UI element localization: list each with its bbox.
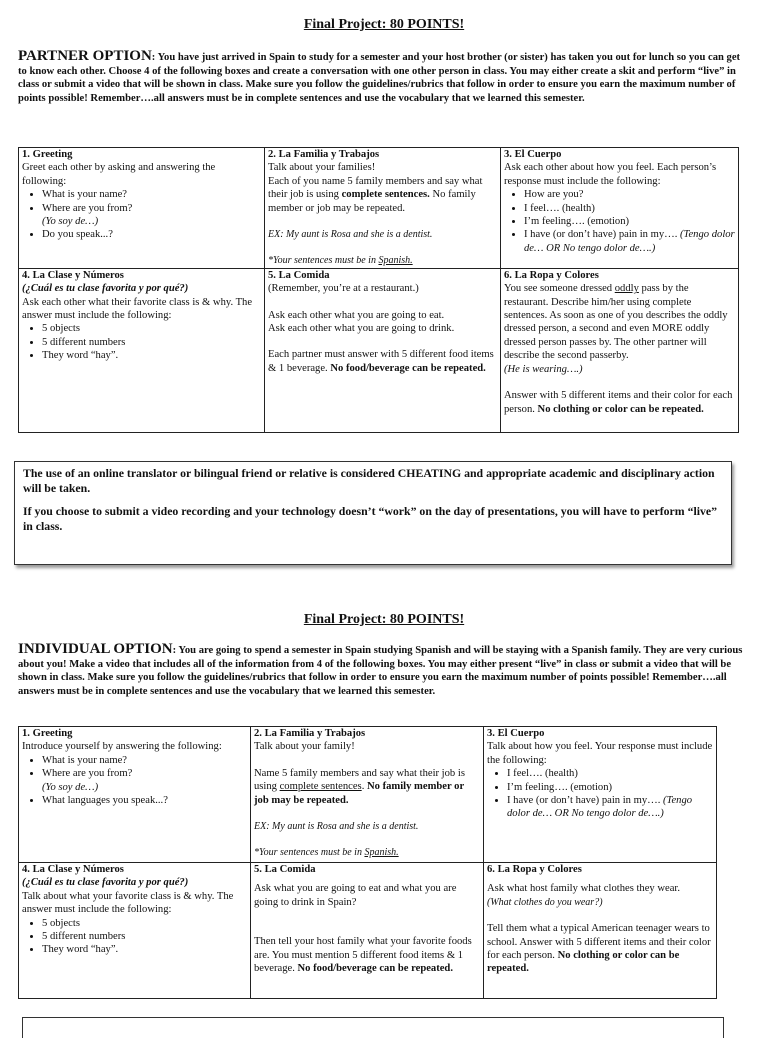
- box-heading: 3. El Cuerpo: [487, 728, 545, 739]
- video-note: If you choose to submit a video recording and your technology doesn’t “work” on the day of presentations, you will have to perform “live” in class.: [23, 504, 718, 533]
- text-bold: No food/beverage can be repeated.: [297, 963, 453, 975]
- text-bold: No clothing or color can be repeated.: [487, 950, 680, 975]
- note-text: (Tengo dolor de… OR No tengo dolor de….): [524, 229, 735, 254]
- list-item: • How are you?: [524, 188, 735, 201]
- bullet-list: [504, 188, 735, 255]
- box-heading: 6. La Ropa y Colores: [487, 864, 582, 875]
- bullet-list: [22, 322, 261, 362]
- list-item: • 5 different numbers: [42, 336, 261, 349]
- box-heading: 5. La Comida: [268, 269, 330, 281]
- box-text: [268, 348, 497, 375]
- list-item: • I’m feeling…. (emotion): [524, 215, 735, 228]
- list-item: • 5 different numbers: [42, 930, 247, 943]
- text-part: Name 5 family members and say what their job is using: [254, 767, 465, 793]
- box-text: [504, 282, 735, 362]
- box-note: (Remember, you’re at a restaurant.): [268, 283, 419, 295]
- text-bold: complete sentences.: [341, 189, 430, 201]
- box-heading: 6. La Ropa y Colores: [504, 269, 599, 281]
- box-heading: 1. Greeting: [22, 728, 73, 739]
- page-title-partner: Final Project: 80 POINTS!: [303, 17, 465, 32]
- list-item: [507, 794, 713, 821]
- cheating-warning: The use of an online translator or bilingual friend or relative is considered CHEATING and appropriate academic and disciplinary action will be taken.: [23, 466, 715, 495]
- box-text: Ask what host family what clothes they wear.: [487, 883, 680, 895]
- box-text: Ask what you are going to eat and what you are going to drink in Spain?: [254, 883, 457, 908]
- box-text: Talk about how you feel. Your response must include the following:: [487, 741, 713, 766]
- partner-box-familia: [265, 148, 501, 269]
- individual-box-clase: [19, 863, 251, 999]
- spanish-note: [254, 846, 480, 859]
- list-item: • I’m feeling…. (emotion): [507, 781, 713, 794]
- list-item: • Where are you from?: [42, 767, 247, 780]
- partner-intro: [18, 50, 746, 105]
- text-underlined: complete sentences: [279, 781, 362, 793]
- box-question: (¿Cuál es tu clase favorita y por qué?): [22, 283, 189, 295]
- individual-box-comida: [251, 863, 484, 999]
- box-text-2: [254, 767, 480, 807]
- list-item: • They word “hay”.: [42, 943, 247, 956]
- text-bold: No family member or job may be repeated.: [254, 781, 464, 806]
- box-text-2: [268, 175, 497, 215]
- list-item: • What is your name?: [42, 188, 261, 201]
- box-heading: 4. La Clase y Números: [22, 864, 124, 875]
- partner-box-ropa: [501, 268, 739, 432]
- list-item: • 5 objects: [42, 322, 261, 335]
- box-question: (¿Cuál es tu clase favorita y por qué?): [22, 877, 189, 889]
- text-part: Answer with 5 different items and their color for each person.: [504, 390, 733, 415]
- text-underlined: Spanish.: [364, 847, 399, 859]
- box-heading: 2. La Familia y Trabajos: [268, 149, 380, 160]
- text-part: Each of you name 5 family members and say what their job is using: [268, 175, 483, 201]
- list-item: • What languages you speak...?: [42, 794, 247, 807]
- list-item: [524, 228, 735, 255]
- text-part: *Your sentences must be in: [254, 847, 365, 859]
- partner-box-greeting: [19, 148, 265, 269]
- partner-boxes-table: [18, 147, 739, 433]
- box-text: Greet each other by asking and answering the following:: [22, 162, 216, 187]
- text-underlined: Spanish.: [378, 255, 413, 267]
- box-heading: 3. El Cuerpo: [504, 149, 562, 160]
- individual-box-familia: [251, 727, 484, 863]
- partner-intro-text: : You have just arrived in Spain to study for a semester and your host brother (or sister) has taken you out for lunch so you can get to know each other. Choose 4 of the following boxes and create a conversation with one other person in class. You may either create a skit and perform “live” in class or submit a video that will be shown in class. Make sure you follow the guidelines/rubrics that follow in order to ensure you earn the maximum number of points possible! Remember….all answers must be in complete sentences and use the vocabulary that we learned this semester.: [18, 52, 741, 104]
- box-text: Introduce yourself by answering the following:: [22, 741, 222, 753]
- box-text: Talk about what your favorite class is & why. The answer must include the following:: [22, 890, 234, 916]
- academic-warning-box: [14, 461, 732, 565]
- bullet-list: [22, 188, 261, 242]
- partner-box-cuerpo: [501, 148, 739, 269]
- individual-intro-text: : You are going to spend a semester in Spain studying Spanish and will be staying with a Spanish family. They are very curious about you! Make a video that includes all of the information from 4 of the following boxes. You may either present “live” in class or submit a video that will be shown in class. Make sure you follow the guidelines/rubrics that follow in order to ensure you earn the maximum number of points possible! Remember….all answers must be in complete sentences and use the vocabulary that we learned this semester.: [18, 645, 743, 697]
- spanish-note: [268, 254, 497, 267]
- list-item: • 5 objects: [42, 917, 247, 930]
- box-heading: 1. Greeting: [22, 149, 73, 160]
- text-part: I have (or don’t have) pain in my….: [507, 795, 664, 807]
- text-part: Then tell your host family what your favorite foods are. You must mention 5 different food items & 1 beverage.: [254, 936, 472, 975]
- box-text: Ask each other what you are going to eat.: [268, 309, 445, 321]
- list-note: [42, 781, 247, 794]
- text-part: Tell them what a typical American teenager wears to school. Answer with 5 different items and their color for each person.: [487, 923, 711, 962]
- box-text: [254, 935, 480, 975]
- example-text: EX: My aunt is Rosa and she is a dentist.: [268, 229, 433, 241]
- text-part: *Your sentences must be in: [268, 255, 379, 267]
- bullet-list: [22, 917, 247, 957]
- individual-option-label: INDIVIDUAL OPTION: [18, 641, 173, 657]
- box-text: Ask each other about how you feel. Each person’s response must include the following:: [504, 162, 717, 187]
- example-text: EX: My aunt is Rosa and she is a dentist.: [254, 821, 419, 833]
- note-text: (Tengo dolor de… OR No tengo dolor de….): [507, 795, 693, 820]
- partner-box-comida: [265, 268, 501, 432]
- box-heading: 4. La Clase y Números: [22, 269, 124, 281]
- partner-box-clase: [19, 268, 265, 432]
- list-item: • They word “hay”.: [42, 349, 261, 362]
- box-text: Ask each other what their favorite class is & why. The answer must include the following:: [22, 296, 253, 322]
- box-note: (He is wearing….): [504, 363, 583, 375]
- list-item: • I feel…. (health): [507, 767, 713, 780]
- individual-boxes-table: [18, 726, 717, 999]
- individual-intro: [18, 643, 746, 698]
- box-text: Talk about your family!: [254, 741, 355, 753]
- box-heading: 2. La Familia y Trabajos: [254, 728, 366, 739]
- text-part: You see someone dressed: [504, 283, 615, 295]
- note-text: (Yo soy de…): [42, 781, 99, 793]
- box-text: Talk about your families!: [268, 162, 376, 174]
- individual-box-cuerpo: [484, 727, 717, 863]
- text-bold: No food/beverage can be repeated.: [330, 362, 486, 374]
- box-heading: 5. La Comida: [254, 864, 316, 875]
- box-text: [487, 922, 713, 976]
- text-underlined: oddly: [614, 283, 639, 295]
- list-note: [42, 215, 261, 228]
- text-part: .: [361, 781, 367, 793]
- text-bold: No clothing or color can be repeated.: [537, 403, 704, 415]
- box-text: Ask each other what you are going to drink.: [268, 323, 455, 335]
- list-item: • Do you speak...?: [42, 228, 261, 241]
- box-note: (What clothes do you wear?): [487, 896, 603, 908]
- bullet-list: [487, 767, 713, 821]
- text-part: No family member or job may be repeated.: [268, 189, 476, 214]
- page-title-individual: Final Project: 80 POINTS!: [303, 612, 465, 627]
- text-part: pass by the restaurant. Describe him/her using complete sentences. As soon as one of you describes the oddly dressed person, a second and even MORE oddly dressed person passes by. The other partner will describe the second passerby.: [504, 283, 728, 362]
- individual-box-greeting: [19, 727, 251, 863]
- box-text: [504, 389, 735, 416]
- bottom-box-edge: [22, 1017, 724, 1038]
- list-item: • What is your name?: [42, 754, 247, 767]
- list-item: • I feel…. (health): [524, 202, 735, 215]
- individual-box-ropa: [484, 863, 717, 999]
- partner-option-label: PARTNER OPTION: [18, 48, 152, 64]
- text-part: I have (or don’t have) pain in my….: [524, 229, 681, 241]
- text-part: Each partner must answer with 5 different food items & 1 beverage.: [268, 349, 494, 374]
- list-item: • Where are you from?: [42, 202, 261, 215]
- bullet-list: [22, 754, 247, 808]
- note-text: (Yo soy de…): [42, 216, 99, 228]
